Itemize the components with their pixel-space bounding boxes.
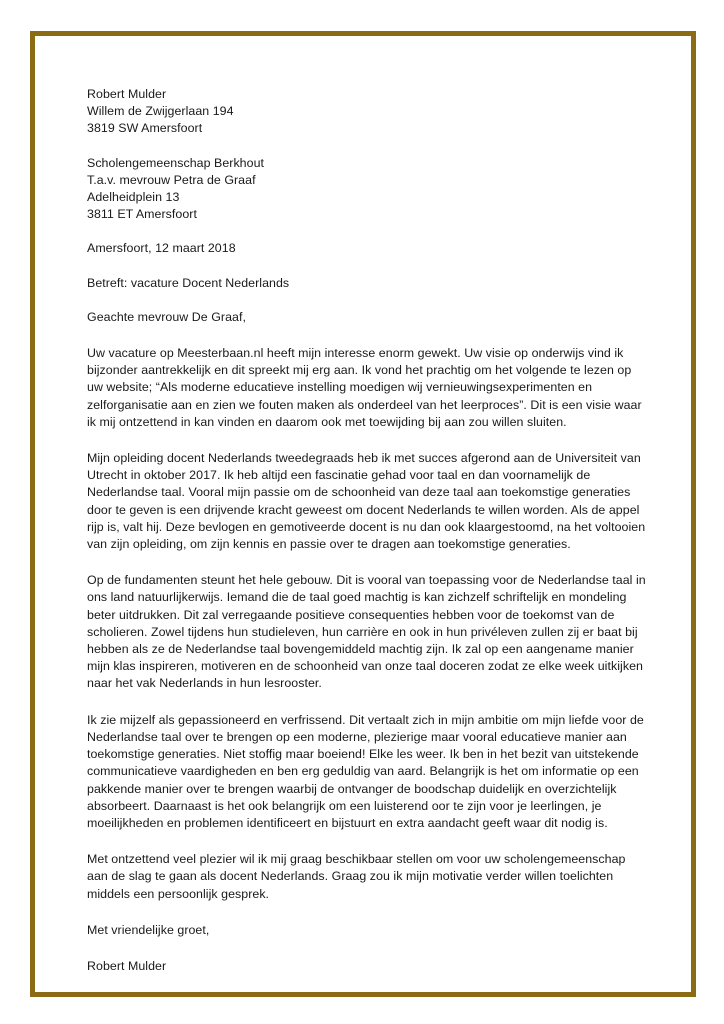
sender-city: 3819 SW Amersfoort	[87, 121, 203, 136]
paragraph-line: Nederlandse taal over te brengen op een moderne, plezierige maar vooral educatieve manier aan	[87, 729, 627, 744]
paragraph-line: Op de fundamenten steunt het hele gebouw. Dit is vooral van toepassing voor de Nederlandse taal in	[87, 573, 646, 588]
recipient-attention: T.a.v. mevrouw Petra de Graaf	[87, 172, 256, 187]
paragraph-line: mijn klas inspireren, motiveren en de schoonheid van onze taal doceren zodat ze elke week uitkijken	[87, 659, 643, 674]
paragraph-line: ik mij ontzettend in kan vinden en daarom ook met toewijding bij aan zou willen sluiten.	[87, 414, 567, 429]
recipient-address	[87, 155, 657, 224]
subject-line: Betreft: vacature Docent Nederlands	[87, 275, 290, 290]
paragraph-5	[87, 851, 657, 903]
paragraph-line: Met ontzettend veel plezier wil ik mij graag beschikbaar stellen om voor uw scholengemeenschap	[87, 852, 626, 867]
paragraph-line: aan de slag te gaan als docent Nederlands. Graag zou ik mijn motivatie verder willen toelichten	[87, 869, 614, 884]
paragraph-line: door te geven is een drijvende kracht geweest om docent Nederlands te willen worden. Als de appel	[87, 502, 640, 517]
sender-street: Willem de Zwijgerlaan 194	[87, 104, 234, 119]
paragraph-line: middels een persoonlijk gesprek.	[87, 886, 270, 901]
sender-address	[87, 86, 657, 138]
recipient-city: 3811 ET Amersfoort	[87, 207, 197, 222]
paragraph-line: van zijn opleiding, om zijn kennis en passie over te dragen aan toekomstige generaties.	[87, 537, 571, 552]
paragraph-line: toekomstige generaties. Niet stoffig maar boeiend! Elke les weer. Ik ben in het bezit van uitstekende	[87, 747, 639, 762]
letter-body	[87, 86, 657, 975]
paragraph-line: rijp is, valt hij. Deze bevlogen en gemotiveerde docent is nu dan ook klaargestoomd, na het voltooien	[87, 519, 646, 534]
date-line: Amersfoort, 12 maart 2018	[87, 241, 236, 256]
recipient-street: Adelheidplein 13	[87, 190, 180, 205]
salutation: Geachte mevrouw De Graaf,	[87, 309, 246, 324]
closing: Met vriendelijke groet,	[87, 922, 210, 937]
paragraph-line: scholieren. Zowel tijdens hun studieleven, hun carrière en ook in hun privéleven zullen zij er baat bij	[87, 624, 638, 639]
recipient-organization: Scholengemeenschap Berkhout	[87, 155, 265, 170]
paragraph-line: absorbeert. Daarnaast is het ook belangrijk om een luisterend oor te zijn voor je leerlingen, je	[87, 798, 602, 813]
paragraph-3	[87, 572, 657, 692]
paragraph-line: zelforganisatie aan en zien we fouten maken als onderdeel van het leerproces”. Dit is een visie waar	[87, 397, 642, 412]
paragraph-line: Utrecht in oktober 2017. Ik heb altijd een fascinatie gehad voor taal en dan voornamelijk de	[87, 468, 591, 483]
paragraph-2	[87, 450, 657, 553]
paragraph-line: pakkende manier over te brengen waarbij de ontvanger de boodschap duidelijk en overzichtelijk	[87, 781, 617, 796]
paragraph-1	[87, 345, 657, 431]
signature: Robert Mulder	[87, 958, 167, 973]
paragraph-line: naar het vak Nederlands in hun lesrooster.	[87, 676, 322, 691]
paragraph-line: ons land natuurlijkerwijs. Iemand die de taal goed machtig is kan zichzelf schriftelijk en mondeling	[87, 590, 627, 605]
paragraph-4	[87, 712, 657, 832]
paragraph-line: Uw vacature op Meesterbaan.nl heeft mijn interesse enorm gewekt. Uw visie op onderwijs vind ik	[87, 346, 624, 361]
paragraph-line: hebben als ze de Nederlandse taal bovengemiddeld machtig zijn. Ik zal op een aangename manier	[87, 642, 634, 657]
paragraph-line: communicatieve vaardigheden en ben erg geduldig van aard. Belangrijk is het om informatie op een	[87, 764, 639, 779]
paragraph-line: Mijn opleiding docent Nederlands tweedegraads heb ik met succes afgerond aan de Universiteit van	[87, 451, 641, 466]
paragraph-line: uw website; “Als moderne educatieve instelling moedigen wij vernieuwingsexperimenten en	[87, 380, 593, 395]
paragraph-line: Ik zie mijzelf als gepassioneerd en verfrissend. Dit vertaalt zich in mijn ambitie om mijn liefde voor de	[87, 712, 644, 727]
sender-name: Robert Mulder	[87, 87, 167, 101]
paragraph-line: moeilijkheden en problemen identificeert en bijstuurt en extra aandacht geeft waar dit nodig is.	[87, 815, 608, 830]
paragraph-line: bijzonder aantrekkelijk en dit spreekt mij erg aan. Ik vond het prachtig om het volgende te lezen op	[87, 363, 632, 378]
paragraph-line: Nederlandse taal. Vooral mijn passie om de schoonheid van deze taal aan toekomstige generaties	[87, 485, 631, 500]
paragraph-line: beter uitdrukken. Dit zal verregaande positieve consequenties hebben voor de toekomst van de	[87, 607, 615, 622]
